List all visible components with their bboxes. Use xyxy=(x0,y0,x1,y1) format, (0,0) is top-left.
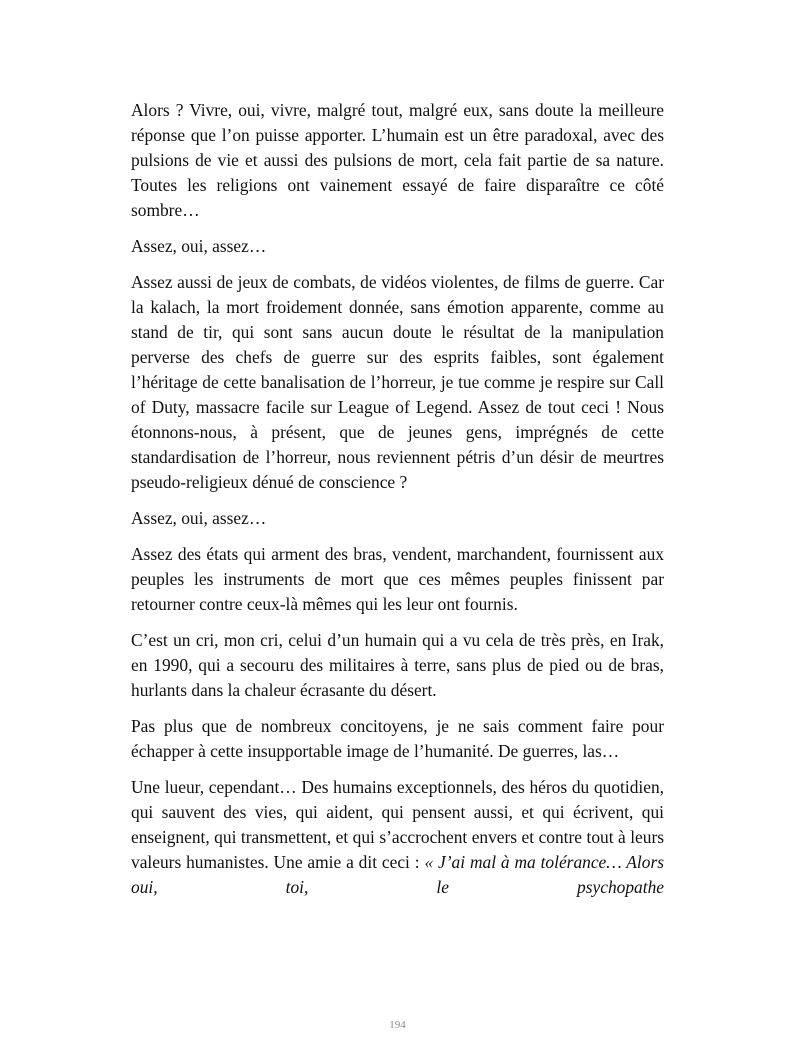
paragraph: Alors ? Vivre, oui, vivre, malgré tout, malgré eux, sans doute la meilleure réponse que l’on puisse apporter. L’humain est un être paradoxal, avec des pulsions de vie et aussi des pulsions de mort, cela fait partie de sa nature. Toutes les religions ont vainement essayé de faire disparaître ce côté sombre… xyxy=(131,100,664,220)
paragraph-last-text: Une lueur, cependant… Des humains exceptionnels, des héros du quotidien, qui sauvent des vies, qui aident, qui pensent aussi, et qui écrivent, qui enseignent, qui transmettent, et qui s’accrochent envers et contre tout à leurs valeurs humanistes. Une amie a dit ceci : xyxy=(131,777,664,872)
quotation: « J’ai mal à ma tolérance… Alors oui, toi, le psychopathe xyxy=(131,852,664,897)
paragraph: Pas plus que de nombreux concitoyens, je ne sais comment faire pour échapper à cette insupportable image de l’humanité. De guerres, las… xyxy=(131,716,664,761)
paragraph: Assez, oui, assez… xyxy=(131,508,267,528)
page-number: 194 xyxy=(389,1019,406,1031)
paragraph: Assez des états qui arment des bras, vendent, marchandent, fournissent aux peuples les instruments de mort que ces mêmes peuples finissent par retourner contre ceux-là mêmes qui les leur ont fournis. xyxy=(131,544,664,614)
paragraph-last xyxy=(131,775,664,900)
paragraph: Assez, oui, assez… xyxy=(131,236,267,256)
page-body xyxy=(131,98,664,900)
paragraph: C’est un cri, mon cri, celui d’un humain qui a vu cela de très près, en Irak, en 1990, qui a secouru des militaires à terre, sans plus de pied ou de bras, hurlants dans la chaleur écrasante du désert. xyxy=(131,630,664,700)
paragraph: Assez aussi de jeux de combats, de vidéos violentes, de films de guerre. Car la kalach, la mort froidement donnée, sans émotion apparente, comme au stand de tir, qui sont sans aucun doute le résultat de la manipulation perverse des chefs de guerre sur des esprits faibles, sont également l’héritage de cette banalisation de l’horreur, je tue comme je respire sur Call of Duty, massacre facile sur League of Legend. Assez de tout ceci ! Nous étonnons-nous, à présent, que de jeunes gens, imprégnés de cette standardisation de l’horreur, nous reviennent pétris d’un désir de meurtres pseudo-religieux dénué de conscience ? xyxy=(131,272,664,492)
